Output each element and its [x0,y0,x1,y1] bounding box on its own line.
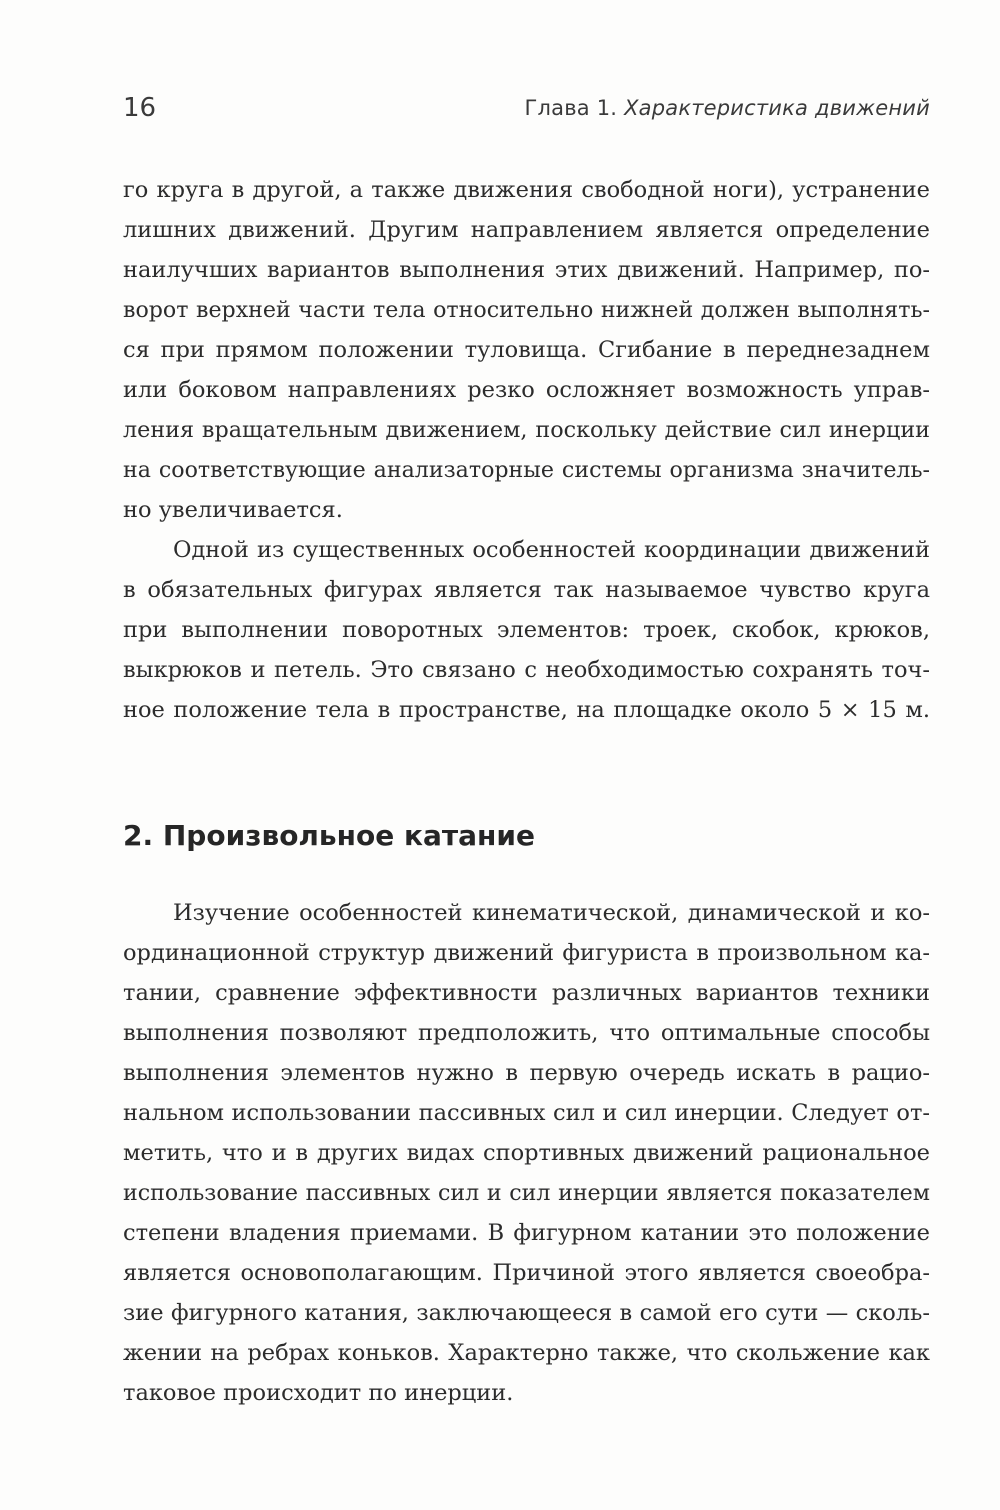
paragraph-free-skating [123,893,930,1413]
paragraph-continuation [123,170,930,530]
text-line: степени владения приемами. В фигурном катании это положение [123,1220,930,1246]
text-line: жении на ребрах коньков. Характерно также, что скольжение как [123,1340,930,1366]
text-line: тании, сравнение эффективности различных вариантов техники [123,980,930,1006]
text-line: зие фигурного катания, заключающееся в самой его сути — сколь- [123,1300,930,1326]
text-line: ное положение тела в пространстве, на площадке около 5 × 15 м. [123,697,930,723]
text-line: использование пассивных сил и сил инерции является показателем [123,1180,930,1206]
chapter-title-text: Характеристика движений [624,96,930,120]
text-line: выкрюков и петель. Это связано с необходимостью сохранять точ- [123,657,930,683]
running-head [123,88,930,128]
text-line: выполнения позволяют предположить, что оптимальные способы [123,1020,930,1046]
chapter-label: Глава 1. [524,96,618,120]
text-line: но увеличивается. [123,497,343,523]
text-line: на соответствующие анализаторные системы организма значитель- [123,457,930,483]
text-line: ординационной структур движений фигуриста в произвольном ка- [123,940,930,966]
text-line: наилучших вариантов выполнения этих движений. Например, по- [123,257,930,283]
text-line: выполнения элементов нужно в первую очередь искать в рацио- [123,1060,930,1086]
text-line: Изучение особенностей кинематической, динамической и ко- [173,900,930,926]
text-line: ся при прямом положении туловища. Сгибание в переднезаднем [123,337,930,363]
text-line: Одной из существенных особенностей координации движений [173,537,930,563]
text-line: при выполнении поворотных элементов: троек, скобок, крюков, [123,617,930,643]
text-line: метить, что и в других видах спортивных движений рациональное [123,1140,930,1166]
text-line: в обязательных фигурах является так называемое чувство круга [123,577,930,603]
text-line: таковое происходит по инерции. [123,1380,514,1406]
text-line: или боковом направлениях резко осложняет возможность управ- [123,377,930,403]
page-number: 16 [123,93,157,123]
text-line: ворот верхней части тела относительно нижней должен выполнять- [123,297,930,323]
text-line: го круга в другой, а также движения свободной ноги), устранение [123,177,930,203]
paragraph-circle-sense [123,530,930,730]
chapter-title [525,88,930,128]
section-heading: 2. Произвольное катание [123,819,535,852]
text-line: является основополагающим. Причиной этого является своеобра- [123,1260,930,1286]
text-line: ления вращательным движением, поскольку действие сил инерции [123,417,930,443]
text-line: лишних движений. Другим направлением является определение [123,217,930,243]
text-line: нальном использовании пассивных сил и сил инерции. Следует от- [123,1100,930,1126]
